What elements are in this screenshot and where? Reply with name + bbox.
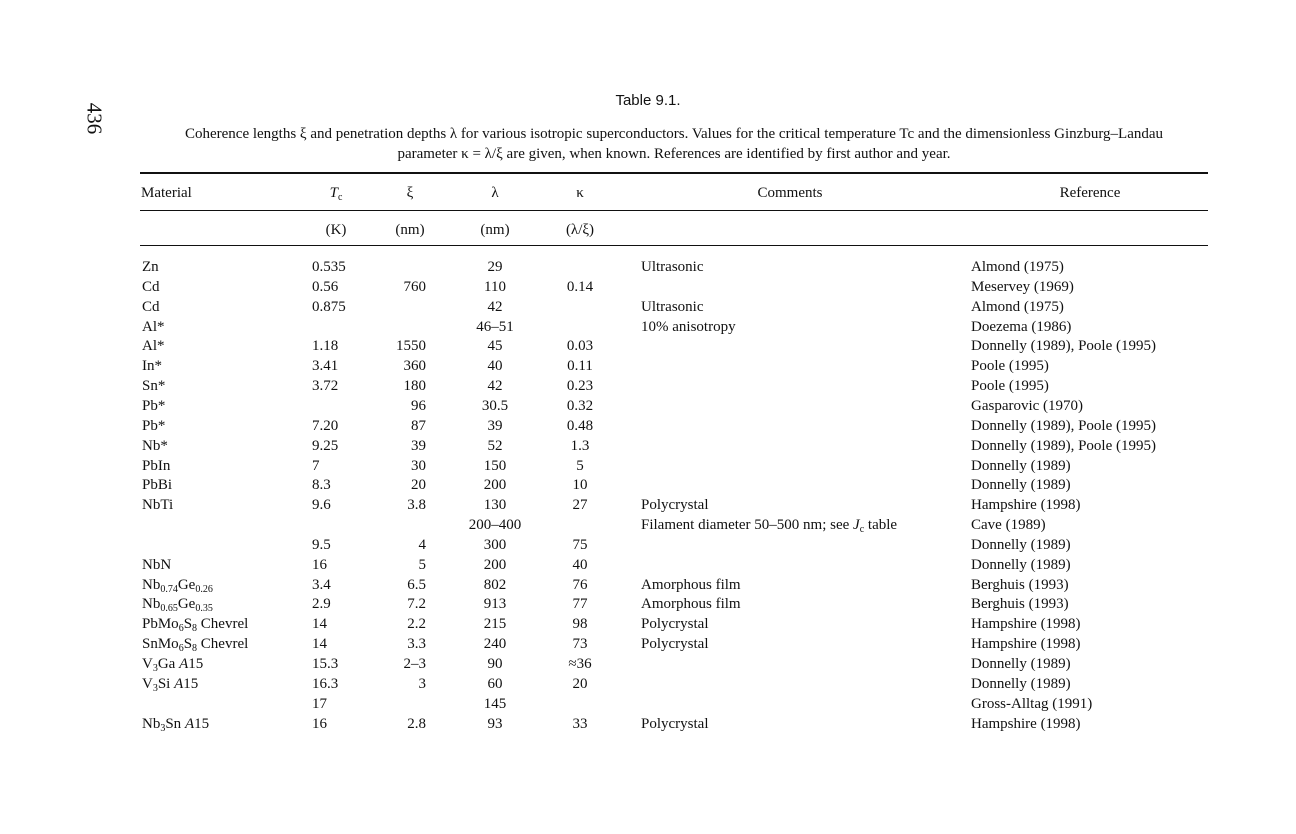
cell-material: $Nb_{0.65}Ge_{0.35}$: [142, 596, 213, 615]
cell-lambda: 39: [487, 417, 503, 434]
cell-reference: Berghuis (1993): [971, 596, 1069, 613]
cell-kappa: 98: [572, 616, 588, 633]
cell-kappa: 10: [572, 477, 588, 494]
cell-xi: 3: [418, 675, 426, 692]
cell-kappa: ≈36: [568, 656, 592, 672]
cell-reference: Poole (1995): [971, 378, 1049, 395]
cell-lambda: 40: [487, 358, 503, 375]
units-rule: [140, 245, 1208, 246]
table-row: [0, 654, 1296, 674]
cell-kappa: 0.03: [566, 338, 594, 355]
cell-tc: 14: [312, 636, 327, 653]
cell-material: In*: [142, 358, 162, 375]
cell-lambda: 90: [487, 656, 503, 672]
cell-lambda: 45: [487, 338, 503, 355]
units-row: [0, 220, 1296, 240]
table-row: [0, 336, 1296, 356]
cell-lambda: 30.5: [481, 397, 509, 414]
col-lambda: λ: [491, 185, 499, 201]
cell-xi: 2–3: [403, 656, 426, 672]
table-row: [0, 674, 1296, 694]
cell-tc: 9.5: [312, 536, 331, 553]
cell-material: $Nb_{0.74}Ge_{0.26}$: [142, 576, 213, 595]
cell-reference: Berghuis (1993): [971, 576, 1069, 593]
cell-reference: Donnelly (1989): [971, 556, 1071, 573]
table-row: [0, 515, 1296, 535]
header-row: [0, 183, 1296, 203]
table-row: [0, 396, 1296, 416]
cell-lambda: 300: [483, 536, 507, 553]
cell-reference: Doezema (1986): [971, 318, 1072, 335]
cell-tc: 15.3: [312, 656, 339, 672]
cell-comments: Polycrystal: [641, 636, 709, 653]
table-row: [0, 277, 1296, 297]
cell-comments: Filament diameter 50–500 nm; see $J_c$ table: [641, 517, 898, 536]
table-row: [0, 594, 1296, 614]
cell-material: PbIn: [142, 457, 171, 474]
cell-material: PbBi: [142, 477, 173, 494]
cell-kappa: 73: [572, 636, 588, 653]
table-row: [0, 436, 1296, 456]
cell-comments: Ultrasonic: [641, 298, 704, 315]
cell-reference: Gasparovic (1970): [971, 397, 1084, 414]
cell-lambda: 200–400: [468, 517, 522, 534]
cell-tc: 3.4: [312, 576, 331, 593]
cell-material: $Nb_3Sn$ A15: [142, 715, 210, 734]
cell-lambda: 52: [487, 437, 503, 454]
table-row: [0, 376, 1296, 396]
cell-reference: Donnelly (1989), Poole (1995): [971, 417, 1156, 434]
cell-reference: Poole (1995): [971, 358, 1049, 375]
table-row: [0, 555, 1296, 575]
table-title: Table 9.1.: [615, 92, 681, 109]
col-material: Material: [141, 185, 192, 201]
cell-kappa: 0.14: [566, 278, 594, 295]
table-row: [0, 694, 1296, 714]
cell-material: Cd: [142, 298, 160, 315]
cell-tc: 2.9: [312, 596, 331, 613]
header-rule: [140, 210, 1208, 211]
cell-comments: Amorphous film: [641, 576, 741, 593]
cell-tc: 17: [312, 695, 327, 712]
unit-lambda: (nm): [480, 222, 510, 238]
col-kappa: κ: [576, 185, 584, 201]
table-caption: [140, 124, 1208, 164]
table-row: [0, 257, 1296, 277]
cell-xi: 1550: [396, 338, 426, 355]
cell-lambda: 150: [483, 457, 507, 474]
cell-xi: 39: [411, 437, 426, 454]
cell-material: Al*: [142, 318, 165, 335]
cell-tc: 0.535: [312, 259, 346, 275]
cell-xi: 20: [411, 477, 426, 494]
cell-comments: Amorphous film: [641, 596, 741, 613]
cell-tc: 16.3: [312, 675, 339, 692]
cell-tc: 16: [312, 556, 327, 573]
cell-xi: 96: [411, 397, 426, 414]
unit-tc: (K): [325, 222, 347, 238]
col-reference: Reference: [1059, 185, 1121, 201]
table-row: [0, 475, 1296, 495]
cell-xi: 3.3: [407, 636, 426, 653]
cell-reference: Hampshire (1998): [971, 715, 1081, 732]
cell-reference: Donnelly (1989): [971, 457, 1071, 474]
cell-comments: Polycrystal: [641, 616, 709, 633]
cell-lambda: 913: [483, 596, 507, 613]
table-row: [0, 535, 1296, 555]
table-row: [0, 575, 1296, 595]
table-row: [0, 356, 1296, 376]
cell-kappa: 0.32: [566, 397, 594, 414]
cell-lambda: 200: [483, 556, 507, 573]
cell-xi: 760: [403, 278, 426, 295]
cell-xi: 4: [418, 536, 426, 553]
col-tc: $T_c$: [329, 185, 343, 203]
cell-xi: 5: [418, 556, 426, 573]
cell-tc: 9.6: [312, 497, 331, 514]
cell-tc: 3.41: [312, 358, 339, 375]
cell-lambda: 42: [487, 298, 503, 315]
col-comments: Comments: [757, 185, 823, 201]
cell-comments: Ultrasonic: [641, 259, 704, 275]
cell-material: NbTi: [142, 497, 174, 514]
cell-xi: 360: [403, 358, 426, 375]
table-row: [0, 456, 1296, 476]
cell-lambda: 802: [483, 576, 507, 593]
unit-xi: (nm): [395, 222, 425, 238]
cell-reference: Hampshire (1998): [971, 497, 1081, 514]
cell-xi: 3.8: [407, 497, 426, 514]
cell-lambda: 60: [487, 675, 503, 692]
cell-material: Zn: [142, 259, 159, 275]
cell-lambda: 93: [487, 715, 503, 732]
cell-xi: 30: [411, 457, 426, 474]
cell-kappa: 40: [572, 556, 588, 573]
cell-kappa: 75: [572, 536, 588, 553]
cell-lambda: 29: [487, 259, 503, 275]
cell-lambda: 110: [484, 278, 506, 295]
cell-kappa: 5: [576, 457, 584, 474]
cell-kappa: 76: [572, 576, 588, 593]
cell-kappa: 27: [572, 497, 588, 514]
cell-tc: 16: [312, 715, 327, 732]
cell-material: $V_3Si$ A15: [142, 675, 199, 694]
cell-xi: 2.2: [407, 616, 426, 633]
cell-reference: Cave (1989): [971, 517, 1046, 534]
cell-kappa: 0.48: [566, 417, 594, 434]
table-row: [0, 614, 1296, 634]
table-row: [0, 297, 1296, 317]
cell-xi: 7.2: [407, 596, 426, 613]
cell-reference: Meservey (1969): [971, 278, 1074, 295]
cell-material: Cd: [142, 278, 160, 295]
cell-lambda: 130: [483, 497, 507, 514]
cell-xi: 87: [411, 417, 426, 434]
col-xi: ξ: [406, 185, 414, 201]
cell-material: NbN: [142, 556, 172, 573]
cell-lambda: 42: [487, 378, 503, 395]
cell-material: $PbMo_6S_8$ Chevrel: [142, 616, 249, 635]
cell-material: Nb*: [142, 437, 168, 454]
cell-tc: 1.18: [312, 338, 339, 355]
cell-kappa: 0.23: [566, 378, 594, 395]
cell-lambda: 200: [483, 477, 507, 494]
cell-material: Al*: [142, 338, 165, 355]
cell-lambda: 145: [483, 695, 507, 712]
top-rule: [140, 172, 1208, 174]
caption-line-2: parameter κ = λ/ξ are given, when known. References are identified by first author and year.: [397, 146, 951, 162]
cell-reference: Donnelly (1989): [971, 477, 1071, 494]
cell-comments: Polycrystal: [641, 715, 709, 732]
cell-tc: 7.20: [312, 417, 339, 434]
cell-reference: Hampshire (1998): [971, 616, 1081, 633]
table-row: [0, 634, 1296, 654]
cell-xi: 2.8: [407, 715, 426, 732]
cell-reference: Donnelly (1989): [971, 675, 1071, 692]
cell-material: $SnMo_6S_8$ Chevrel: [142, 636, 249, 655]
cell-tc: 14: [312, 616, 327, 633]
page-number: 436: [82, 102, 107, 135]
table-row: [0, 495, 1296, 515]
unit-kappa: (λ/ξ): [565, 222, 595, 238]
cell-lambda: 46–51: [476, 318, 514, 335]
cell-reference: Hampshire (1998): [971, 636, 1081, 653]
cell-reference: Donnelly (1989): [971, 656, 1071, 672]
cell-reference: Almond (1975): [971, 298, 1064, 315]
cell-comments: Polycrystal: [641, 497, 709, 514]
cell-kappa: 20: [572, 675, 588, 692]
caption-line-1: Coherence lengths ξ and penetration depths λ for various isotropic superconductors. Values for the critical temperature Tc and the dimensionless Ginzburg–Landau: [184, 126, 1164, 142]
cell-tc: 0.875: [312, 298, 346, 315]
cell-tc: 9.25: [312, 437, 339, 454]
cell-xi: 6.5: [407, 576, 426, 593]
cell-reference: Donnelly (1989), Poole (1995): [971, 437, 1156, 454]
cell-comments: 10% anisotropy: [641, 318, 736, 335]
table-row: [0, 416, 1296, 436]
cell-tc: 0.56: [312, 278, 339, 295]
cell-xi: 180: [403, 378, 426, 395]
cell-reference: Almond (1975): [971, 259, 1064, 275]
cell-reference: Donnelly (1989), Poole (1995): [971, 338, 1156, 355]
cell-tc: 8.3: [312, 477, 331, 494]
cell-material: Pb*: [142, 417, 166, 434]
cell-lambda: 215: [483, 616, 507, 633]
cell-material: Pb*: [142, 397, 166, 414]
cell-kappa: 77: [572, 596, 588, 613]
cell-reference: Donnelly (1989): [971, 536, 1071, 553]
cell-tc: 3.72: [312, 378, 339, 395]
cell-material: Sn*: [142, 378, 166, 395]
table-row: [0, 317, 1296, 337]
cell-reference: Gross-Alltag (1991): [971, 695, 1093, 712]
cell-lambda: 240: [483, 636, 507, 653]
table-row: [0, 714, 1296, 734]
cell-tc: 7: [312, 457, 320, 474]
cell-material: $V_3Ga$ A15: [142, 656, 204, 674]
cell-kappa: 0.11: [567, 358, 593, 375]
cell-kappa: 1.3: [570, 437, 590, 454]
cell-kappa: 33: [572, 715, 588, 732]
